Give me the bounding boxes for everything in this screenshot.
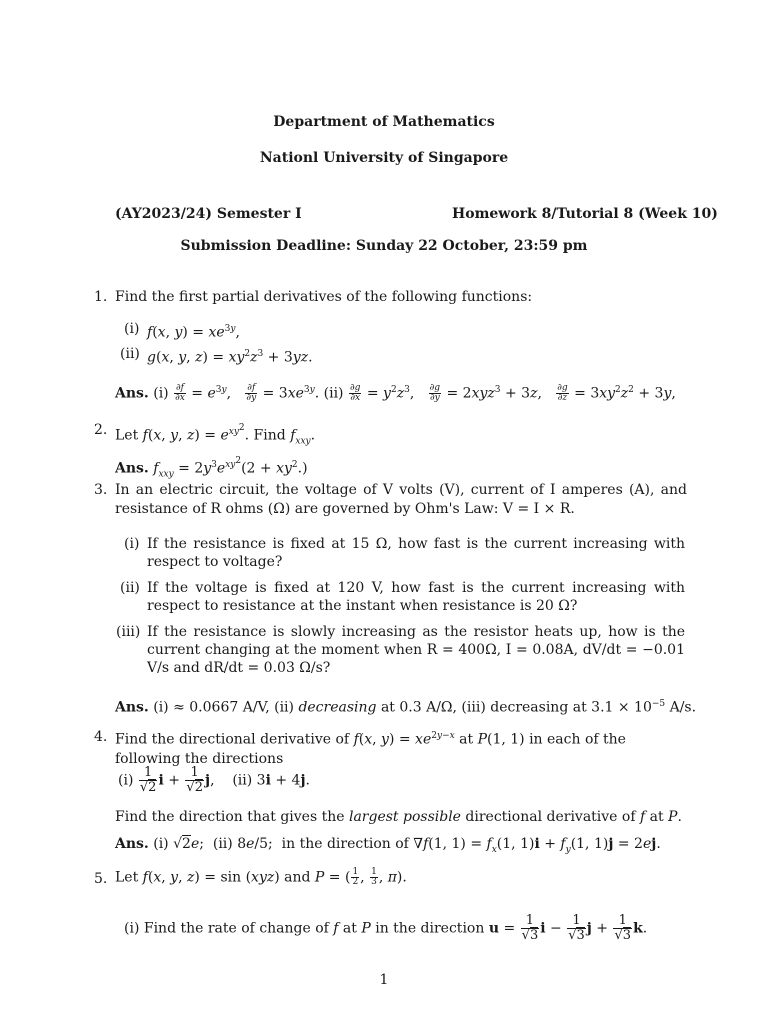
q4-direction-text: Find the direction that gives the largest possible directional derivative of f at P. [115, 809, 682, 825]
q4-answer: Ans. (i) √2e; (ii) 8e/5; in the direction of ∇f(1, $1) = f_x(1$, $1)i + f_y(1$, 1)j = 2ej. [115, 836, 661, 855]
question-5-number: 5. [94, 871, 108, 887]
q1-part-i-label: (i) [124, 321, 140, 337]
question-2-text: Let f(x, y, $z) = e^{xy^2}$. Find $f_{xxy}$. [115, 423, 316, 447]
q1-part-i-formula: f(x, $y) = xe^{3y}$, [147, 324, 240, 341]
q3-part-i-label: (i) [124, 536, 140, 552]
q3-answer-label: Ans. [115, 699, 149, 716]
page-number: 1 [379, 972, 389, 988]
university-title: Nationl University of Singapore [259, 150, 509, 166]
q3-part-iii-text: If the resistance is slowly increasing as the resistor heats up, how is the current changing at the moment when R = 400Ω, I = 0.08A, dV/dt = −0.01 V/s and dR/dt = 0.03 Ω/s? [147, 624, 685, 676]
question-2-number: 2. [94, 422, 108, 438]
q5-part-i-label: (i) [124, 920, 140, 937]
department-title: Department of Mathematics [273, 114, 495, 130]
q5-part-i: (i) Find the rate of change of f at P in the direction u = $\frac{1}{√3}$ i − $\frac{1}{√3}$ j + $\frac{1}{√3}$ k. [124, 913, 648, 943]
question-4-text: Find the directional derivative of f(x, $y) = xe^{2y-x}$ at P(1, 1) in each of the following the directions [115, 731, 626, 767]
q3-part-i-text: If the resistance is fixed at 15 Ω, how fast is the current increasing with respect to voltage? [147, 536, 685, 570]
q1-answer-label: Ans. [115, 385, 149, 402]
q1-part-ii-formula: g(x, y, $z) = xy^2z^3 + 3yz$. [147, 349, 313, 366]
semester-label: (AY2023/24) Semester I [115, 206, 302, 222]
q1-answer: Ans. (i) $\frac{\partial f}{\partial x}$ = $e^{3y}$, $\frac{\partial f}{\partial y}$ = $3xe^{3y}$. (ii) $\frac{\partial g}{\partial x}$ = $y^2z^3$, $\frac{\partial g}{\partial y}$ = 2xyz$^3$ + 3z, $\frac{\partial g}{\partial z}$ = $3xy^2z^2 + 3y$, [115, 383, 676, 404]
question-5-text: Let f(x, y, z) = sin (xyz) and P = ( $\frac{1}{2}$ , $\frac{1}{3}$ , π). [115, 867, 407, 887]
q3-part-ii-label: (ii) [120, 580, 140, 596]
q2-answer: Ans. $f_{xxy} = 2y^3e^{xy^2}(2 + xy^2.)$ [115, 456, 308, 480]
question-3-text: In an electric circuit, the voltage of V volts (V), current of I amperes (A), and resistance of R ohms (Ω) are governed by Ohm's Law: V = I × R. [115, 482, 687, 517]
question-1-text: Find the first partial derivatives of the following functions: [115, 289, 533, 305]
q4-answer-label: Ans. [115, 836, 149, 852]
q3-part-ii-text: If the voltage is fixed at 120 V, how fast is the current increasing with respect to resistance at the instant when resistance is 20 Ω? [147, 580, 685, 614]
q1-part-ii-label: (ii) [120, 346, 140, 362]
q3-part-iii-label: (iii) [116, 624, 141, 640]
deadline-label: Submission Deadline: Sunday 22 October, 23:59 pm [180, 238, 588, 254]
q4-parts: (i) $\frac{1}{√2}$ i + $\frac{1}{√2}$ j, (ii) 3i + 4j. [118, 765, 310, 795]
question-4-number: 4. [94, 729, 108, 745]
question-1-number: 1. [94, 289, 108, 305]
question-3-number: 3. [94, 482, 108, 498]
q3-answer: Ans. (i) ≈ 0.0667 A/V, (ii) decreasing at 0.3 A/Ω, (iii) decreasing at $3.1 \times 10^{-5}$ A/s. [115, 699, 697, 716]
q2-answer-label: Ans. [115, 460, 149, 477]
homework-label: Homework 8/Tutorial 8 (Week 10) [452, 206, 718, 222]
